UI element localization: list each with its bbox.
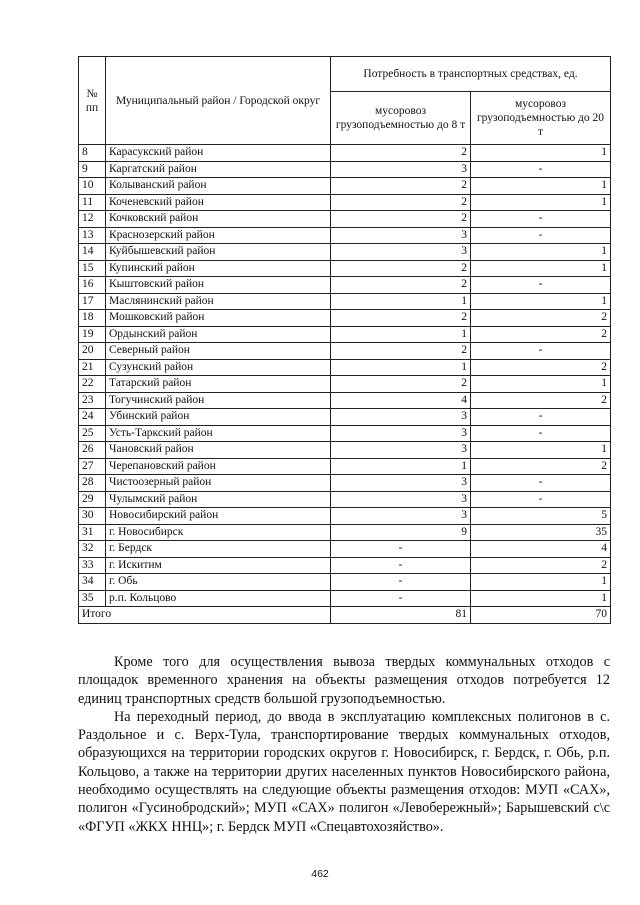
table-row	[79, 409, 611, 426]
row-number: 32	[79, 541, 106, 558]
row-number: 10	[79, 178, 106, 195]
row-value-8t: -	[331, 541, 471, 558]
row-number: 27	[79, 458, 106, 475]
total-20t: 70	[471, 607, 611, 624]
row-number: 35	[79, 590, 106, 607]
row-value-20t: 2	[471, 310, 611, 327]
row-value-20t: 35	[471, 524, 611, 541]
table-row	[79, 475, 611, 492]
row-number: 17	[79, 293, 106, 310]
row-number: 15	[79, 260, 106, 277]
row-value-8t: 3	[331, 442, 471, 459]
row-value-20t: 1	[471, 574, 611, 591]
row-value-20t: -	[471, 409, 611, 426]
table-row	[79, 359, 611, 376]
row-number: 19	[79, 326, 106, 343]
row-district-name: Карасукский район	[106, 145, 331, 162]
row-value-8t: 2	[331, 178, 471, 195]
table-row	[79, 343, 611, 360]
table-row	[79, 293, 611, 310]
row-value-20t: 2	[471, 458, 611, 475]
table-row	[79, 541, 611, 558]
row-district-name: Северный район	[106, 343, 331, 360]
row-number: 14	[79, 244, 106, 261]
table-row	[79, 376, 611, 393]
table-row	[79, 178, 611, 195]
header-district: Муниципальный район / Городской округ	[106, 57, 331, 145]
row-value-8t: 2	[331, 260, 471, 277]
table-row	[79, 326, 611, 343]
row-district-name: Коченевский район	[106, 194, 331, 211]
row-value-8t: 2	[331, 277, 471, 294]
row-value-20t: 2	[471, 326, 611, 343]
table-row	[79, 211, 611, 228]
row-district-name: Мошковский район	[106, 310, 331, 327]
row-value-20t: -	[471, 227, 611, 244]
row-value-20t: 2	[471, 359, 611, 376]
table-row	[79, 277, 611, 294]
row-value-20t: -	[471, 277, 611, 294]
row-value-8t: 3	[331, 244, 471, 261]
row-value-20t: 2	[471, 557, 611, 574]
row-number: 8	[79, 145, 106, 162]
row-value-8t: 3	[331, 409, 471, 426]
row-value-20t: -	[471, 161, 611, 178]
row-number: 21	[79, 359, 106, 376]
row-value-8t: 1	[331, 293, 471, 310]
row-value-8t: 3	[331, 227, 471, 244]
row-number: 11	[79, 194, 106, 211]
row-number: 12	[79, 211, 106, 228]
row-value-20t: -	[471, 343, 611, 360]
row-district-name: Кочковский район	[106, 211, 331, 228]
row-value-20t: 1	[471, 244, 611, 261]
table-row	[79, 458, 611, 475]
total-row	[79, 607, 611, 624]
header-truck-20t: мусоровоз грузоподъемностью до 20 т	[471, 92, 611, 145]
table-row	[79, 491, 611, 508]
row-value-8t: 1	[331, 326, 471, 343]
row-district-name: Кыштовский район	[106, 277, 331, 294]
body-text	[78, 653, 610, 836]
row-value-8t: -	[331, 590, 471, 607]
header-number: № пп	[79, 57, 106, 145]
row-value-8t: 9	[331, 524, 471, 541]
page-number: 462	[311, 868, 329, 880]
row-value-8t: 2	[331, 145, 471, 162]
row-value-8t: -	[331, 574, 471, 591]
row-district-name: Колыванский район	[106, 178, 331, 195]
row-value-20t: -	[471, 491, 611, 508]
row-district-name: Тогучинский район	[106, 392, 331, 409]
row-number: 23	[79, 392, 106, 409]
table-row	[79, 524, 611, 541]
row-district-name: Маслянинский район	[106, 293, 331, 310]
row-number: 20	[79, 343, 106, 360]
row-value-8t: 2	[331, 376, 471, 393]
row-value-8t: 3	[331, 161, 471, 178]
row-value-8t: 4	[331, 392, 471, 409]
row-value-20t: -	[471, 211, 611, 228]
table-row	[79, 194, 611, 211]
row-number: 33	[79, 557, 106, 574]
table-row	[79, 227, 611, 244]
row-value-8t: 1	[331, 359, 471, 376]
row-value-8t: 1	[331, 458, 471, 475]
row-district-name: Сузунский район	[106, 359, 331, 376]
table-row	[79, 557, 611, 574]
row-district-name: Черепановский район	[106, 458, 331, 475]
row-number: 24	[79, 409, 106, 426]
row-value-20t: -	[471, 475, 611, 492]
row-district-name: Усть-Таркский район	[106, 425, 331, 442]
row-number: 9	[79, 161, 106, 178]
table-row	[79, 244, 611, 261]
table-row	[79, 392, 611, 409]
row-value-20t: 1	[471, 145, 611, 162]
vehicle-demand-table	[78, 56, 611, 624]
total-8t: 81	[331, 607, 471, 624]
table-row	[79, 442, 611, 459]
row-district-name: г. Новосибирск	[106, 524, 331, 541]
header-vehicle-demand: Потребность в транспортных средствах, ед.	[331, 57, 611, 92]
row-number: 29	[79, 491, 106, 508]
table-row	[79, 310, 611, 327]
row-number: 16	[79, 277, 106, 294]
row-district-name: Чистоозерный район	[106, 475, 331, 492]
row-value-8t: 3	[331, 508, 471, 525]
row-district-name: Купинский район	[106, 260, 331, 277]
table-row	[79, 161, 611, 178]
row-value-8t: -	[331, 557, 471, 574]
row-district-name: р.п. Кольцово	[106, 590, 331, 607]
row-value-8t: 2	[331, 211, 471, 228]
table-row	[79, 260, 611, 277]
row-value-20t: 5	[471, 508, 611, 525]
row-district-name: г. Обь	[106, 574, 331, 591]
row-value-8t: 3	[331, 475, 471, 492]
row-value-20t: 1	[471, 194, 611, 211]
total-label: Итого	[79, 607, 331, 624]
row-district-name: Каргатский район	[106, 161, 331, 178]
row-value-8t: 2	[331, 343, 471, 360]
table-row	[79, 574, 611, 591]
table-row	[79, 145, 611, 162]
row-district-name: Чановский район	[106, 442, 331, 459]
row-value-20t: 4	[471, 541, 611, 558]
paragraph: На переходный период, до ввода в эксплуатацию комплексных полигонов в с. Раздольное и с. Верх-Тула, транспортирование твердых коммунальных отходов, образующихся на территории городских округов г. Новосибирск, г. Бердск, г. Обь, р.п. Кольцово, а также на территории других населенных пунктов Новосибирского района, необходимо осуществлять на следующие объекты размещения отходов: МУП «САХ», полигон «Гусинобродский»; МУП «САХ» полигон «Левобережный»; Барышевский с\с «ФГУП «ЖКХ ННЦ»; г. Бердск МУП «Спецавтохозяйство».	[78, 708, 610, 835]
paragraph: Кроме того для осуществления вывоза твердых коммунальных отходов с площадок временного хранения на объекты размещения отходов потребуется 12 единиц транспортных средств большой грузоподъемностью.	[78, 654, 610, 707]
row-number: 25	[79, 425, 106, 442]
row-number: 26	[79, 442, 106, 459]
row-district-name: Ордынский район	[106, 326, 331, 343]
row-district-name: Куйбышевский район	[106, 244, 331, 261]
row-value-20t: 1	[471, 178, 611, 195]
row-number: 34	[79, 574, 106, 591]
table-body	[79, 145, 611, 607]
row-number: 22	[79, 376, 106, 393]
row-value-20t: 1	[471, 293, 611, 310]
row-value-20t: 1	[471, 590, 611, 607]
table-row	[79, 425, 611, 442]
row-district-name: Краснозерский район	[106, 227, 331, 244]
row-value-20t: 1	[471, 260, 611, 277]
row-value-20t: 1	[471, 442, 611, 459]
row-district-name: Татарский район	[106, 376, 331, 393]
row-district-name: Новосибирский район	[106, 508, 331, 525]
row-number: 13	[79, 227, 106, 244]
row-value-20t: 1	[471, 376, 611, 393]
row-value-8t: 2	[331, 310, 471, 327]
row-value-8t: 3	[331, 425, 471, 442]
row-number: 18	[79, 310, 106, 327]
row-number: 31	[79, 524, 106, 541]
row-value-20t: 2	[471, 392, 611, 409]
row-district-name: Чулымский район	[106, 491, 331, 508]
row-district-name: г. Искитим	[106, 557, 331, 574]
header-truck-8t: мусоровоз грузоподъемностью до 8 т	[331, 92, 471, 145]
row-value-20t: -	[471, 425, 611, 442]
row-number: 30	[79, 508, 106, 525]
row-district-name: Убинский район	[106, 409, 331, 426]
row-value-8t: 2	[331, 194, 471, 211]
row-value-8t: 3	[331, 491, 471, 508]
table-row	[79, 590, 611, 607]
table-row	[79, 508, 611, 525]
row-district-name: г. Бердск	[106, 541, 331, 558]
row-number: 28	[79, 475, 106, 492]
